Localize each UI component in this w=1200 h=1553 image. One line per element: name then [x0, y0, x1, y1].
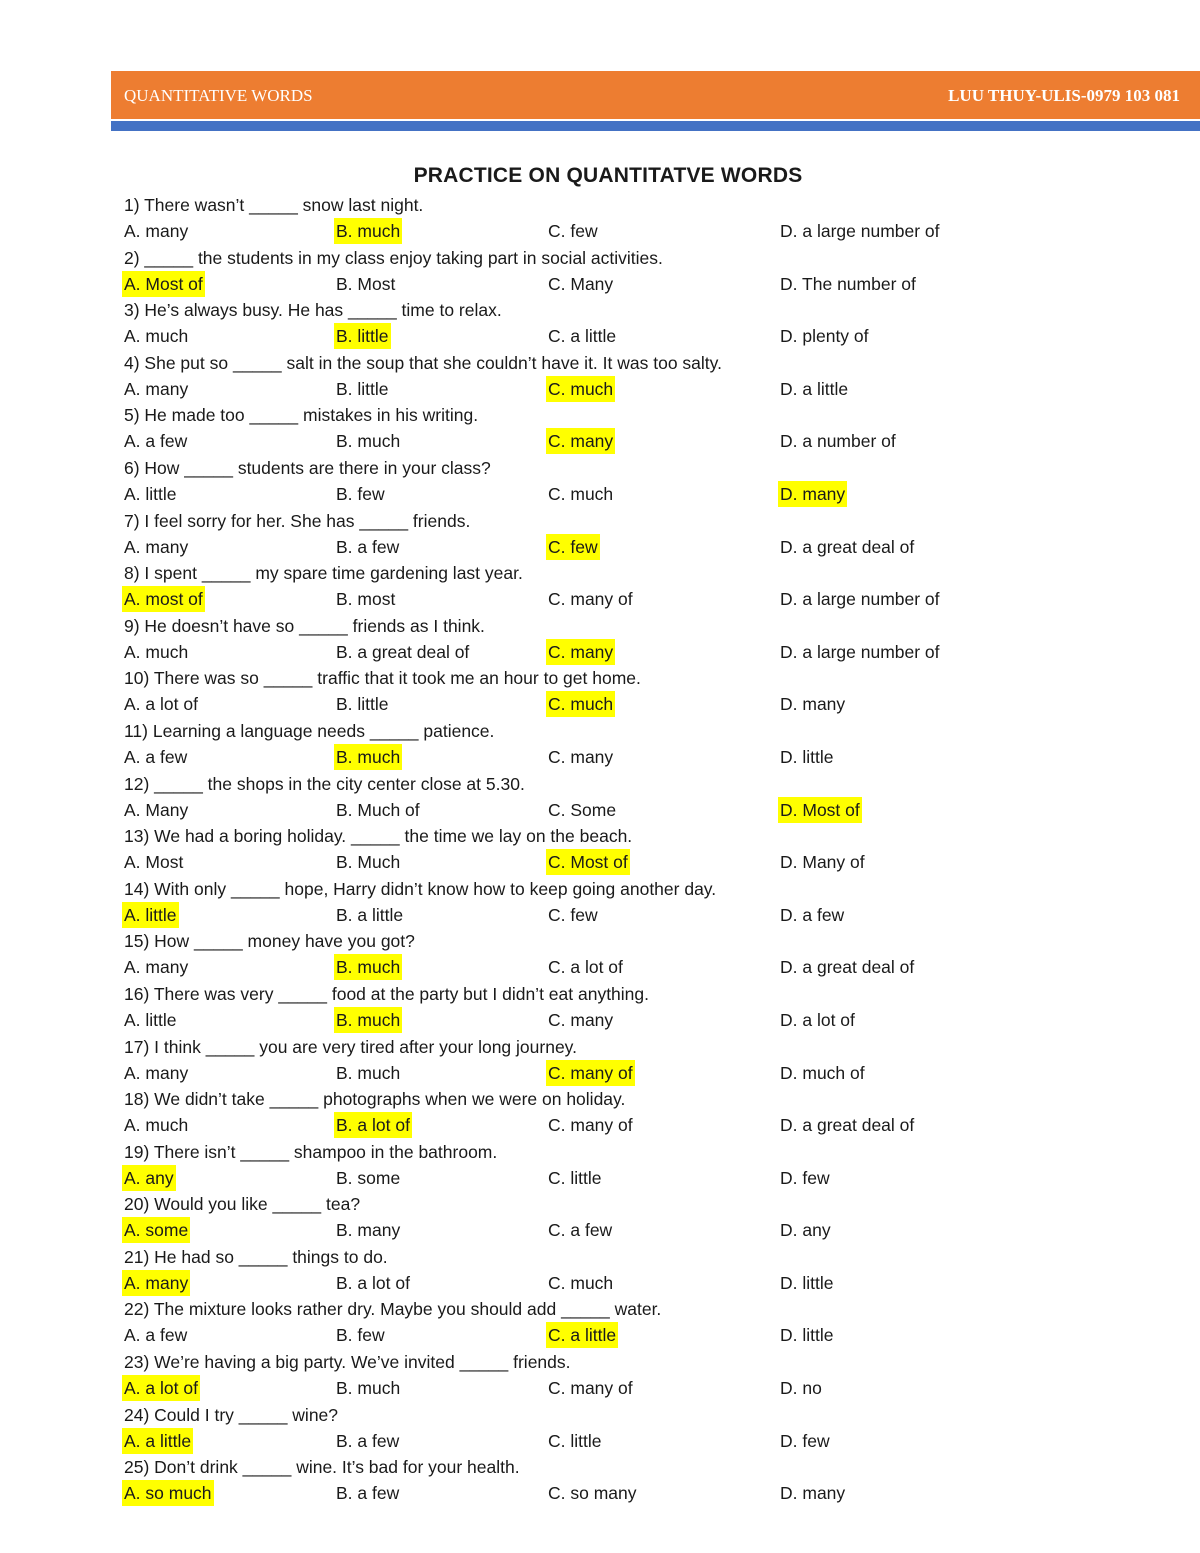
question-item	[124, 1349, 1184, 1402]
question-stem: 7) I feel sorry for her. She has _____ friends.	[124, 510, 471, 531]
question-stem: 11) Learning a language needs _____ patience.	[124, 720, 495, 741]
answer-option: D. many	[780, 1483, 846, 1504]
question-stem: 22) The mixture looks rather dry. Maybe you should add _____ water.	[124, 1299, 662, 1320]
answer-option: A. much	[124, 326, 189, 347]
question-item	[124, 981, 1184, 1034]
answer-option: C. few	[548, 904, 598, 925]
question-item	[124, 1139, 1184, 1192]
answer-option-highlighted: A. some	[122, 1217, 190, 1243]
question-stem: 25) Don’t drink _____ wine. It’s bad for your health.	[124, 1457, 520, 1478]
answer-option: C. few	[548, 221, 598, 241]
question-item	[124, 1086, 1184, 1139]
answer-option: B. a few	[336, 1483, 400, 1504]
answer-option-highlighted: A. so much	[122, 1480, 214, 1506]
answer-option-highlighted: C. few	[546, 534, 600, 560]
answer-option: A. much	[124, 641, 189, 662]
header-right-text: LUU THUY-ULIS-0979 103 081	[948, 86, 1180, 105]
answer-option: D. much of	[780, 1062, 865, 1083]
answer-option: B. a lot of	[336, 1272, 410, 1293]
answer-option: C. much	[548, 483, 614, 504]
answer-option-highlighted: A. most of	[122, 586, 205, 612]
question-item	[124, 1191, 1184, 1244]
question-stem: 2) _____ the students in my class enjoy taking part in social activities.	[124, 247, 663, 268]
question-item	[124, 1402, 1184, 1455]
question-stem: 12) _____ the shops in the city center close at 5.30.	[124, 773, 525, 794]
answer-option: A. a few	[124, 746, 188, 767]
question-stem: 21) He had so _____ things to do.	[124, 1246, 388, 1267]
answer-option: A. Many	[124, 799, 189, 820]
answer-option-highlighted: A. a little	[122, 1428, 193, 1454]
answer-option-highlighted: B. much	[334, 218, 402, 244]
answer-option: A. many	[124, 221, 189, 241]
answer-option: D. a great deal of	[780, 536, 915, 557]
answer-option: B. much	[336, 1062, 401, 1083]
answer-option: D. little	[780, 746, 834, 767]
question-item	[124, 928, 1184, 981]
answer-option-highlighted: A. Most of	[122, 271, 205, 297]
answer-option: D. a few	[780, 904, 845, 925]
answer-option: B. much	[336, 431, 401, 452]
answer-option: D. a little	[780, 378, 849, 399]
page-title: PRACTICE ON QUANTITATVE WORDS	[413, 164, 803, 187]
question-stem: 17) I think _____ you are very tired after your long journey.	[124, 1036, 577, 1057]
question-item	[124, 1244, 1184, 1297]
question-item	[124, 823, 1184, 876]
question-stem: 19) There isn’t _____ shampoo in the bathroom.	[124, 1141, 498, 1162]
question-item	[124, 876, 1184, 929]
answer-option: A. a few	[124, 431, 188, 452]
question-stem: 20) Would you like _____ tea?	[124, 1194, 361, 1215]
answer-option: D. plenty of	[780, 326, 869, 347]
answer-option: A. many	[124, 1062, 189, 1083]
question-stem: 5) He made too _____ mistakes in his writing.	[124, 405, 479, 426]
answer-option-highlighted: C. many	[546, 639, 615, 665]
question-stem: 18) We didn’t take _____ photographs when we were on holiday.	[124, 1089, 626, 1110]
answer-option-highlighted: B. much	[334, 954, 402, 980]
answer-option: A. Most	[124, 852, 184, 873]
header-rule	[111, 121, 1200, 131]
question-item	[124, 508, 1184, 561]
answer-option: A. much	[124, 1115, 189, 1136]
answer-option: C. many	[548, 746, 614, 767]
question-item	[124, 718, 1184, 771]
question-item	[124, 455, 1184, 508]
answer-option-highlighted: A. many	[122, 1270, 190, 1296]
answer-option-highlighted: A. a lot of	[122, 1375, 200, 1401]
answer-option: C. many of	[548, 589, 633, 610]
answer-option: B. most	[336, 589, 396, 610]
question-item	[124, 1034, 1184, 1087]
answer-option-highlighted: C. Most of	[546, 849, 630, 875]
answer-option: A. a lot of	[124, 694, 198, 715]
answer-option: A. little	[124, 483, 177, 504]
answer-option: D. a large number of	[780, 221, 940, 241]
answer-option: C. Some	[548, 799, 617, 820]
question-stem: 16) There was very _____ food at the party but I didn’t eat anything.	[124, 983, 650, 1004]
answer-option: D. no	[780, 1378, 822, 1399]
answer-option: D. a great deal of	[780, 1115, 915, 1136]
question-item	[124, 665, 1184, 718]
question-stem: 9) He doesn’t have so _____ friends as I think.	[124, 615, 485, 636]
answer-option: A. many	[124, 957, 189, 978]
answer-option: B. a great deal of	[336, 641, 470, 662]
question-stem: 13) We had a boring holiday. _____ the time we lay on the beach.	[124, 826, 633, 847]
answer-option: A. many	[124, 378, 189, 399]
answer-option: D. a great deal of	[780, 957, 915, 978]
answer-option: C. so many	[548, 1483, 637, 1504]
answer-option: B. little	[336, 694, 389, 715]
answer-option-highlighted: A. little	[122, 902, 179, 928]
answer-option: C. many of	[548, 1115, 633, 1136]
question-item	[124, 245, 1184, 298]
answer-option: C. a lot of	[548, 957, 623, 978]
question-stem: 10) There was so _____ traffic that it took me an hour to get home.	[124, 668, 641, 689]
answer-option: D. a large number of	[780, 641, 940, 662]
answer-option: B. Much	[336, 852, 401, 873]
question-stem: 14) With only _____ hope, Harry didn’t know how to keep going another day.	[124, 878, 717, 899]
answer-option-highlighted: C. much	[546, 691, 615, 717]
answer-option: D. any	[780, 1220, 831, 1241]
answer-option: B. a few	[336, 536, 400, 557]
answer-option: B. few	[336, 1325, 385, 1346]
answer-option-highlighted: B. little	[334, 323, 391, 349]
answer-option: C. Many	[548, 273, 614, 294]
answer-option: D. few	[780, 1430, 830, 1451]
question-item	[124, 771, 1184, 824]
question-item	[124, 297, 1184, 350]
answer-option-highlighted: D. many	[778, 481, 847, 507]
answer-option: D. little	[780, 1325, 834, 1346]
answer-option: A. a few	[124, 1325, 188, 1346]
answer-option: B. little	[336, 378, 389, 399]
answer-option: C. a little	[548, 326, 617, 347]
header-left-text: QUANTITATIVE WORDS	[124, 86, 313, 105]
answer-option: D. little	[780, 1272, 834, 1293]
answer-option: B. few	[336, 483, 385, 504]
answer-option-highlighted: C. many of	[546, 1060, 635, 1086]
question-item	[124, 613, 1184, 666]
answer-option: D. few	[780, 1167, 830, 1188]
answer-option-highlighted: C. much	[546, 376, 615, 402]
answer-option: D. The number of	[780, 273, 916, 294]
answer-option-highlighted: D. Most of	[778, 797, 862, 823]
answer-option: D. a lot of	[780, 1009, 855, 1030]
answer-option-highlighted: B. a lot of	[334, 1112, 412, 1138]
answer-option-highlighted: C. a little	[546, 1322, 618, 1348]
answer-option: D. a large number of	[780, 589, 940, 610]
question-stem: 15) How _____ money have you got?	[124, 931, 415, 952]
question-item	[124, 350, 1184, 403]
answer-option: B. a few	[336, 1430, 400, 1451]
answer-option: D. Many of	[780, 852, 865, 873]
answer-option: B. much	[336, 1378, 401, 1399]
question-item	[124, 402, 1184, 455]
answer-option: C. many of	[548, 1378, 633, 1399]
question-item	[124, 560, 1184, 613]
question-stem: 8) I spent _____ my spare time gardening last year.	[124, 563, 523, 584]
answer-option-highlighted: C. many	[546, 428, 615, 454]
question-list	[124, 192, 1184, 1507]
answer-option-highlighted: B. much	[334, 1007, 402, 1033]
question-item	[124, 192, 1184, 245]
answer-option: C. a few	[548, 1220, 613, 1241]
answer-option: D. many	[780, 694, 846, 715]
question-stem: 1) There wasn’t _____ snow last night.	[124, 195, 424, 215]
question-item	[124, 1454, 1184, 1507]
answer-option: A. many	[124, 536, 189, 557]
answer-option-highlighted: B. much	[334, 744, 402, 770]
answer-option: A. little	[124, 1009, 177, 1030]
answer-option: C. much	[548, 1272, 614, 1293]
question-item	[124, 1296, 1184, 1349]
question-stem: 3) He’s always busy. He has _____ time to relax.	[124, 300, 502, 321]
answer-option: B. a little	[336, 904, 404, 925]
answer-option-highlighted: A. any	[122, 1165, 176, 1191]
answer-option: B. some	[336, 1167, 401, 1188]
answer-option: C. many	[548, 1009, 614, 1030]
answer-option: C. little	[548, 1167, 602, 1188]
question-stem: 23) We’re having a big party. We’ve invited _____ friends.	[124, 1352, 571, 1373]
answer-option: B. Much of	[336, 799, 420, 820]
question-stem: 24) Could I try _____ wine?	[124, 1404, 339, 1425]
question-stem: 6) How _____ students are there in your class?	[124, 457, 491, 478]
answer-option: D. a number of	[780, 431, 896, 452]
question-stem: 4) She put so _____ salt in the soup that she couldn’t have it. It was too salty.	[124, 352, 722, 373]
answer-option: B. many	[336, 1220, 401, 1241]
answer-option: C. little	[548, 1430, 602, 1451]
answer-option: B. Most	[336, 273, 396, 294]
